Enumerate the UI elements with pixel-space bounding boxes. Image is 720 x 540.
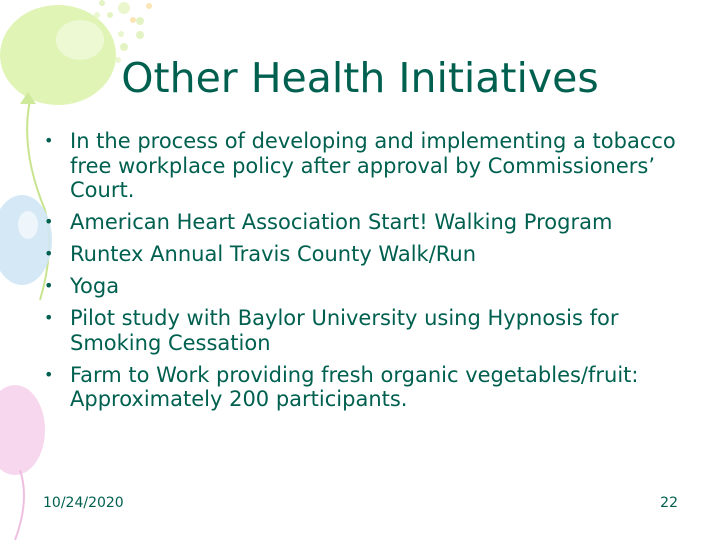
bullet-icon: • — [44, 131, 54, 150]
pink-balloon-icon — [0, 385, 45, 540]
slide-title: Other Health Initiatives — [121, 54, 599, 102]
bullet-text: Pilot study with Baylor University using Hypnosis for Smoking Cessation — [70, 306, 619, 355]
bullet-icon: • — [44, 212, 54, 231]
bullet-item — [43, 306, 683, 355]
bullet-text: Runtex Annual Travis County Walk/Run — [70, 242, 477, 266]
bullet-text: In the process of developing and implementing a tobacco free workplace policy after approval by Commissioners’ Court. — [70, 129, 676, 202]
bullet-icon: • — [44, 364, 54, 384]
footer-date: 10/24/2020 — [43, 495, 124, 511]
bullet-icon: • — [44, 276, 54, 295]
bullet-text: Yoga — [70, 274, 120, 298]
bullet-item — [43, 274, 683, 299]
bullet-icon: • — [44, 244, 54, 263]
bullet-text: Farm to Work providing fresh organic vegetables/fruit: Approximately 200 participants. — [70, 362, 639, 411]
bullet-list — [43, 129, 683, 419]
bullet-item — [43, 129, 683, 203]
bullet-icon: • — [44, 308, 54, 327]
bullet-item — [43, 363, 683, 412]
bullet-text: American Heart Association Start! Walking Program — [70, 210, 613, 234]
bullet-item — [43, 242, 683, 267]
bullet-item — [43, 210, 683, 235]
page-number: 22 — [660, 495, 678, 511]
